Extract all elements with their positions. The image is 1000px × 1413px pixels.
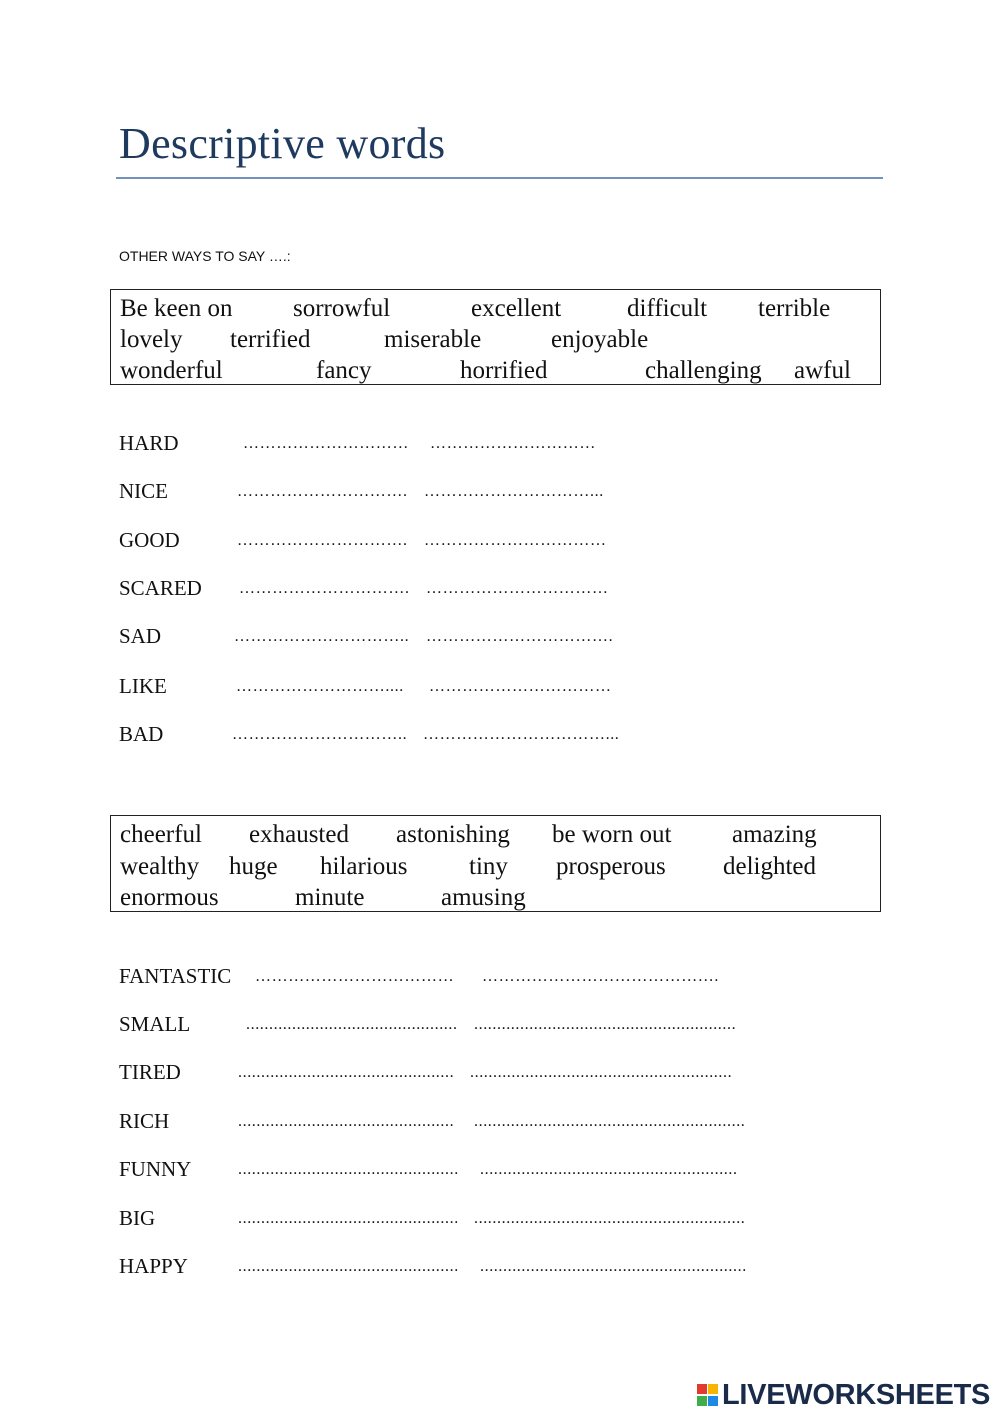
word-bank-word: awful bbox=[794, 357, 851, 384]
word-bank-word: minute bbox=[295, 884, 365, 911]
liveworksheets-logo bbox=[697, 1377, 990, 1413]
answer-blank[interactable]: …………………………… bbox=[426, 581, 609, 597]
word-bank-2 bbox=[110, 815, 881, 912]
word-bank-word: hilarious bbox=[320, 853, 408, 880]
word-bank-word: fancy bbox=[316, 357, 372, 384]
logo-text: LIVEWORKSHEETS bbox=[722, 1378, 991, 1411]
word-bank-word: astonishing bbox=[396, 821, 510, 848]
word-bank-word: cheerful bbox=[120, 821, 202, 848]
prompt-word: RICH bbox=[119, 1109, 170, 1133]
answer-blank[interactable]: ……………………….... bbox=[236, 679, 404, 695]
answer-blank[interactable]: ……………………………. bbox=[426, 629, 614, 645]
answer-blank[interactable]: ………………………… bbox=[430, 436, 596, 452]
word-bank-word: Be keen on bbox=[120, 295, 233, 322]
answer-blank[interactable]: ......................................................... bbox=[474, 1017, 737, 1033]
word-bank-word: sorrowful bbox=[293, 295, 391, 322]
word-bank-word: terrible bbox=[758, 295, 831, 322]
word-bank-1 bbox=[110, 289, 881, 385]
answer-blank[interactable]: .......................................................... bbox=[480, 1259, 747, 1275]
word-bank-word: miserable bbox=[384, 326, 482, 353]
prompt-word: FANTASTIC bbox=[119, 964, 232, 988]
answer-blank[interactable]: ………………………….. bbox=[234, 629, 410, 645]
prompt-word: FUNNY bbox=[119, 1157, 192, 1181]
answer-blank[interactable]: …………………………… bbox=[424, 533, 607, 549]
answer-blank[interactable]: …………………………. bbox=[237, 484, 408, 500]
answer-blank[interactable]: ........................................................... bbox=[474, 1114, 746, 1130]
title-underline bbox=[116, 177, 883, 179]
prompt-word: NICE bbox=[119, 479, 168, 503]
prompt-word: SMALL bbox=[119, 1012, 191, 1036]
prompt-word: SAD bbox=[119, 624, 162, 648]
answer-blank[interactable]: ................................................ bbox=[238, 1259, 459, 1275]
page-title: Descriptive words bbox=[119, 119, 446, 168]
word-bank-word: lovely bbox=[120, 326, 183, 353]
instructions: OTHER WAYS TO SAY ….: bbox=[119, 248, 291, 264]
word-bank-word: wealthy bbox=[120, 853, 200, 880]
prompt-word: GOOD bbox=[119, 528, 180, 552]
word-bank-word: tiny bbox=[469, 853, 508, 880]
word-bank-word: enjoyable bbox=[551, 326, 649, 353]
answer-blank[interactable]: …………………………... bbox=[424, 484, 604, 500]
word-bank-word: wonderful bbox=[120, 357, 223, 384]
prompt-word: BAD bbox=[119, 722, 164, 746]
answer-blank[interactable]: ......................................................... bbox=[470, 1065, 733, 1081]
prompt-word: HAPPY bbox=[119, 1254, 188, 1278]
answer-blank[interactable]: …………………………. bbox=[239, 581, 410, 597]
prompt-word: LIKE bbox=[119, 674, 167, 698]
word-bank-word: prosperous bbox=[556, 853, 666, 880]
word-bank-word: difficult bbox=[627, 295, 708, 322]
answer-blank[interactable]: ……………………………… bbox=[255, 969, 455, 985]
answer-blank[interactable]: …………………………. bbox=[237, 533, 408, 549]
answer-blank[interactable]: ………………………… bbox=[243, 436, 409, 452]
word-bank-word: excellent bbox=[471, 295, 562, 322]
answer-blank[interactable]: ........................................................ bbox=[480, 1162, 738, 1178]
answer-blank[interactable]: .............................................. bbox=[246, 1017, 458, 1033]
answer-blank[interactable]: ................................................ bbox=[238, 1162, 459, 1178]
answer-blank[interactable]: ........................................................... bbox=[474, 1211, 746, 1227]
answer-blank[interactable]: ............................................... bbox=[238, 1114, 455, 1130]
liveworksheets-logo-icon bbox=[697, 1381, 719, 1409]
word-bank-word: enormous bbox=[120, 884, 219, 911]
answer-blank[interactable]: ……………………………………. bbox=[482, 969, 719, 985]
word-bank-word: amazing bbox=[732, 821, 817, 848]
answer-blank[interactable]: ................................................ bbox=[238, 1211, 459, 1227]
word-bank-word: exhausted bbox=[249, 821, 349, 848]
answer-blank[interactable]: ………………………….. bbox=[232, 727, 408, 743]
word-bank-word: terrified bbox=[230, 326, 311, 353]
prompt-word: HARD bbox=[119, 431, 179, 455]
answer-blank[interactable]: ……………………………... bbox=[423, 727, 620, 743]
prompt-word: SCARED bbox=[119, 576, 202, 600]
word-bank-word: be worn out bbox=[552, 821, 672, 848]
word-bank-word: challenging bbox=[645, 357, 762, 384]
word-bank-word: horrified bbox=[460, 357, 548, 384]
word-bank-word: delighted bbox=[723, 853, 817, 880]
prompt-word: BIG bbox=[119, 1206, 156, 1230]
answer-blank[interactable]: ............................................... bbox=[238, 1065, 454, 1081]
word-bank-word: amusing bbox=[441, 884, 526, 911]
word-bank-word: huge bbox=[229, 853, 278, 880]
prompt-word: TIRED bbox=[119, 1060, 181, 1084]
answer-blank[interactable]: …………………………… bbox=[429, 679, 612, 695]
